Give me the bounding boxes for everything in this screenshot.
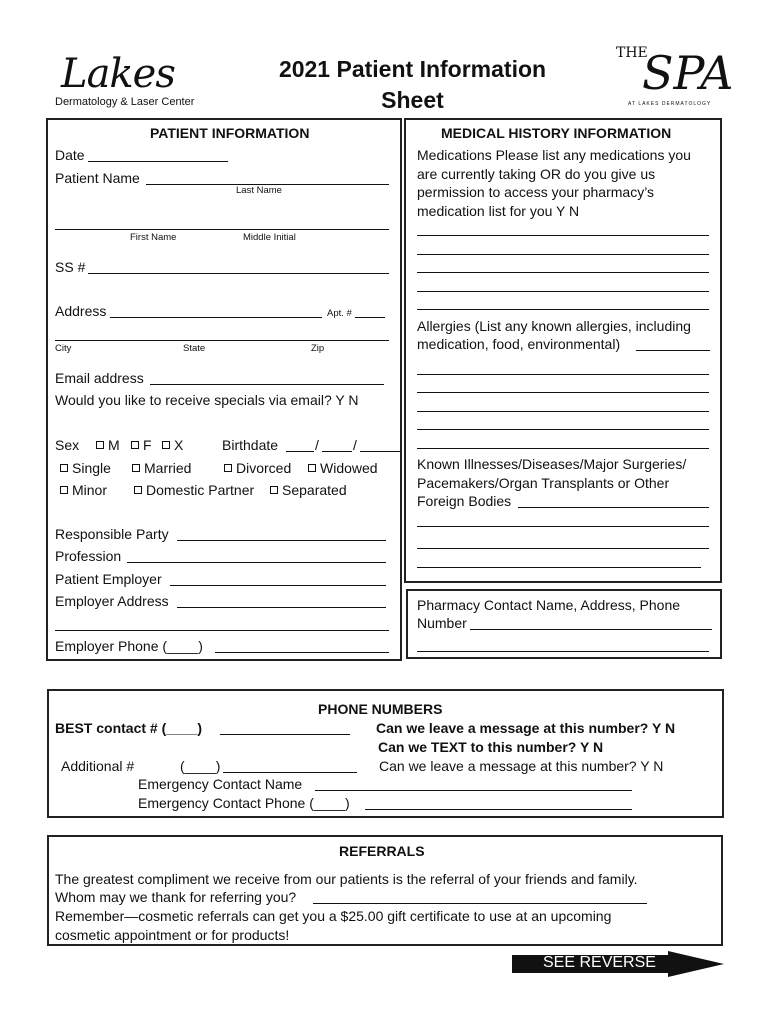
title-line2: Sheet xyxy=(381,87,444,113)
referrals-line1: The greatest compliment we receive from our patients is the referral of your friends and family. xyxy=(55,871,638,887)
employer-phone-label: Employer Phone (____) xyxy=(55,638,203,654)
patient-info-heading: PATIENT INFORMATION xyxy=(150,125,310,141)
date-label: Date xyxy=(55,147,85,163)
sex-m-checkbox[interactable] xyxy=(96,441,104,449)
email-label: Email address xyxy=(55,370,144,386)
widowed-checkbox[interactable] xyxy=(308,464,316,472)
employer-field[interactable] xyxy=(170,585,386,586)
leave-message-question-1: Can we leave a message at this number? Y N xyxy=(376,720,676,736)
referrals-line2: Whom may we thank for referring you? xyxy=(55,889,297,905)
spa-logo xyxy=(612,45,734,110)
employer-phone-field[interactable] xyxy=(215,652,389,653)
ss-field[interactable] xyxy=(88,273,389,274)
medications-field-3[interactable] xyxy=(417,272,709,273)
specials-question: Would you like to receive specials via email? Y N xyxy=(55,392,359,408)
medications-field-5[interactable] xyxy=(417,309,709,310)
responsible-label: Responsible Party xyxy=(55,526,169,542)
birthdate-label: Birthdate xyxy=(222,437,279,453)
allergies-field-2[interactable] xyxy=(417,392,709,393)
employer-address-field[interactable] xyxy=(177,607,386,608)
sex-f-option[interactable]: F xyxy=(131,437,152,453)
birth-month-field[interactable] xyxy=(286,451,314,452)
pharmacy-field-1[interactable] xyxy=(470,629,712,630)
date-field[interactable] xyxy=(88,161,228,162)
first-name-field[interactable] xyxy=(55,229,389,230)
email-field[interactable] xyxy=(150,384,384,385)
additional-label: Additional # xyxy=(61,758,135,774)
middle-initial-caption: Middle Initial xyxy=(243,232,296,243)
sex-f-checkbox[interactable] xyxy=(131,441,139,449)
medical-history-heading: MEDICAL HISTORY INFORMATION xyxy=(441,125,672,141)
profession-field[interactable] xyxy=(127,562,386,563)
address-label: Address xyxy=(55,303,107,319)
allergies-field-1[interactable] xyxy=(417,374,709,375)
allergies-line2: medication, food, environmental) xyxy=(417,336,621,352)
state-caption: State xyxy=(183,343,206,354)
employer-address-label: Employer Address xyxy=(55,593,169,609)
medications-field-1[interactable] xyxy=(417,235,709,236)
title-line1: 2021 Patient Information xyxy=(278,56,547,82)
divorced-checkbox[interactable] xyxy=(224,464,232,472)
medications-line3: permission to access your pharmacy’s xyxy=(417,184,655,200)
city-state-zip-field[interactable] xyxy=(55,340,389,341)
additional-field[interactable] xyxy=(223,772,357,773)
illnesses-field-3[interactable] xyxy=(417,567,701,568)
text-question: Can we TEXT to this number? Y N xyxy=(378,739,604,755)
pharmacy-line1: Pharmacy Contact Name, Address, Phone xyxy=(417,597,681,613)
birth-sep-2: / xyxy=(353,437,357,453)
spa-sub: AT LAKES DERMATOLOGY xyxy=(628,101,712,107)
spa-the: THE xyxy=(616,45,648,61)
medications-field-2[interactable] xyxy=(417,254,709,255)
additional-paren: (____) xyxy=(180,758,221,774)
city-caption: City xyxy=(55,343,72,354)
apt-field[interactable] xyxy=(355,317,385,318)
emergency-name-field[interactable] xyxy=(315,790,632,791)
illnesses-line1: Known Illnesses/Diseases/Major Surgeries/ xyxy=(417,456,687,472)
medications-line1: Medications Please list any medications you xyxy=(417,147,691,163)
referral-name-field[interactable] xyxy=(313,903,647,904)
profession-label: Profession xyxy=(55,548,122,564)
referrals-line4: cosmetic appointment or for products! xyxy=(55,927,290,943)
best-contact-label: BEST contact # (____) xyxy=(55,720,203,736)
separated-option[interactable]: Separated xyxy=(270,482,347,498)
widowed-option[interactable]: Widowed xyxy=(308,460,378,476)
medications-field-4[interactable] xyxy=(417,291,709,292)
spa-word: SPA xyxy=(642,46,734,100)
domestic-option[interactable]: Domestic Partner xyxy=(134,482,254,498)
separated-checkbox[interactable] xyxy=(270,486,278,494)
allergies-field-5[interactable] xyxy=(417,448,709,449)
medications-line4: medication list for you Y N xyxy=(417,203,580,219)
referrals-line3: Remember—cosmetic referrals can get you a $25.00 gift certificate to use at an upcoming xyxy=(55,908,612,924)
illnesses-line2: Pacemakers/Organ Transplants or Other xyxy=(417,475,670,491)
ss-label: SS # xyxy=(55,259,86,275)
first-name-caption: First Name xyxy=(130,232,177,243)
allergies-line1: Allergies (List any known allergies, including xyxy=(417,318,691,334)
employer-address-field-2[interactable] xyxy=(55,630,389,631)
illnesses-field-2[interactable] xyxy=(417,548,709,549)
divorced-option[interactable]: Divorced xyxy=(224,460,291,476)
logo-text: Lakes xyxy=(61,51,175,97)
illnesses-line3: Foreign Bodies xyxy=(417,493,512,509)
single-checkbox[interactable] xyxy=(60,464,68,472)
see-reverse-arrow xyxy=(512,951,726,977)
birth-day-field[interactable] xyxy=(322,451,352,452)
patient-name-label: Patient Name xyxy=(55,170,140,186)
zip-caption: Zip xyxy=(311,343,325,354)
married-checkbox[interactable] xyxy=(132,464,140,472)
illnesses-field-1[interactable] xyxy=(417,526,709,527)
logo-subtitle: Dermatology & Laser Center xyxy=(55,96,195,108)
leave-message-question-2: Can we leave a message at this number? Y N xyxy=(379,758,664,774)
lakes-logo xyxy=(55,52,205,112)
sex-m-option[interactable]: M xyxy=(96,437,120,453)
address-field[interactable] xyxy=(110,317,322,318)
sex-x-checkbox[interactable] xyxy=(162,441,170,449)
birth-sep-1: / xyxy=(315,437,319,453)
phone-numbers-heading: PHONE NUMBERS xyxy=(318,701,443,717)
domestic-checkbox[interactable] xyxy=(134,486,142,494)
allergies-field-3[interactable] xyxy=(417,411,709,412)
single-option[interactable]: Single xyxy=(60,460,111,476)
allergies-field-0[interactable] xyxy=(636,350,710,351)
emergency-phone-field[interactable] xyxy=(365,809,632,810)
birth-year-field[interactable] xyxy=(360,451,400,452)
medications-line2: are currently taking OR do you give us xyxy=(417,166,656,182)
sex-label: Sex xyxy=(55,437,80,453)
employer-label: Patient Employer xyxy=(55,571,162,587)
referrals-heading: REFERRALS xyxy=(339,843,425,859)
married-option[interactable]: Married xyxy=(132,460,191,476)
responsible-field[interactable] xyxy=(177,540,386,541)
apt-caption: Apt. # xyxy=(327,308,352,319)
pharmacy-field-2[interactable] xyxy=(417,651,709,652)
allergies-field-4[interactable] xyxy=(417,429,709,430)
emergency-name-label: Emergency Contact Name xyxy=(138,776,303,792)
minor-checkbox[interactable] xyxy=(60,486,68,494)
page-title xyxy=(240,54,585,116)
emergency-phone-label: Emergency Contact Phone (____) xyxy=(138,795,350,811)
best-contact-field[interactable] xyxy=(220,734,350,735)
illnesses-field-0[interactable] xyxy=(518,507,709,508)
pharmacy-line2: Number xyxy=(417,615,467,631)
see-reverse-text: SEE REVERSE xyxy=(543,954,656,971)
last-name-caption: Last Name xyxy=(236,185,282,196)
sex-x-option[interactable]: X xyxy=(162,437,183,453)
minor-option[interactable]: Minor xyxy=(60,482,107,498)
